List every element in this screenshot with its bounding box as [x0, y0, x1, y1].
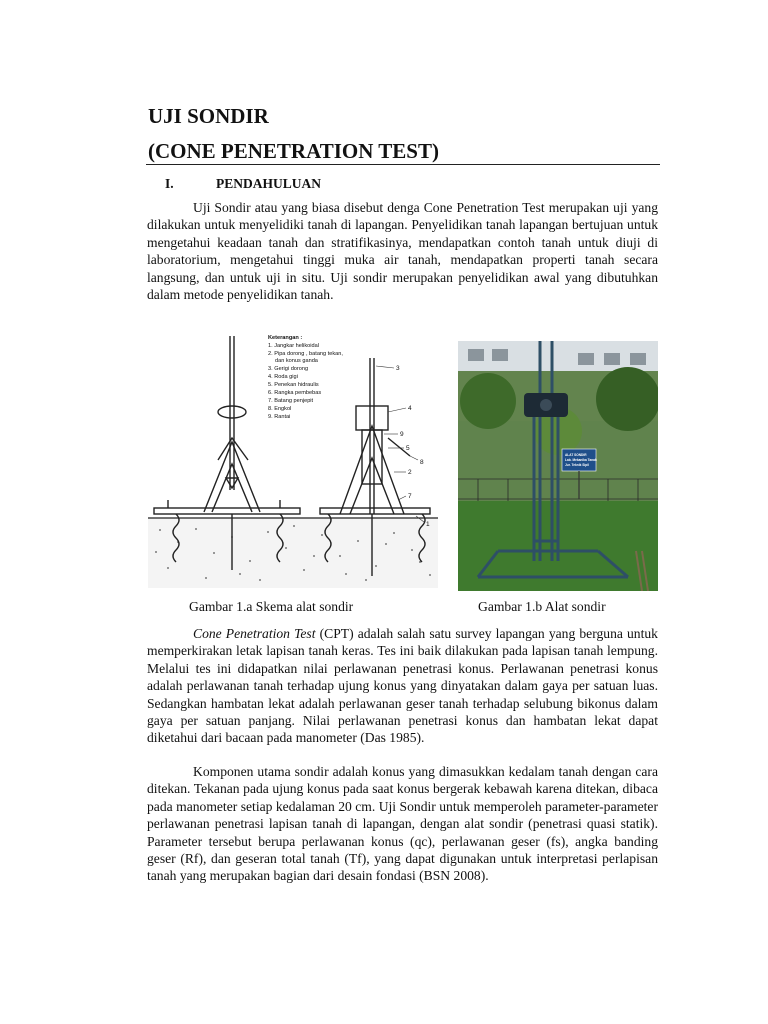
- callout-number: 8: [420, 459, 424, 466]
- legend-item: 2. Pipa dorong , batang tekan,: [268, 351, 343, 357]
- cpt-paragraph-text: (CPT) adalah salah satu survey lapangan yang berguna untuk memperkirakan letak lapisan tanah keras. Tes ini baik dilakukan pada lapisan tanah lempung. Melalui tes ini didapatkan nilai perlawanan penetrasi konus. Perlawanan penetrasi konus adalah perlawanan tanah terhadap ujung konus yang dinyatakan dalam gaya per satuan luas. Sedangkan hambatan lekat adalah perlawanan geser tanah terhadap selubung bikonus dalam gaya per satuan panjang. Nilai perlawanan penetrasi konus dan hambatan lekat dapat diketahui dari bacaan pada manometer (Das 1985).: [147, 626, 658, 746]
- legend-title: Keterangan :: [268, 335, 303, 341]
- paragraph-cpt: [147, 625, 658, 747]
- legend-item: 9. Rantai: [268, 414, 291, 420]
- legend-item: 5. Penekan hidraulis: [268, 382, 319, 388]
- legend-item: 8. Engkol: [268, 406, 292, 412]
- legend-item: 4. Roda gigi: [268, 374, 298, 380]
- figure-caption-b: Gambar 1.b Alat sondir: [478, 599, 606, 614]
- sign-line: ALAT SONDIR: [565, 453, 587, 457]
- section-number: I.: [165, 176, 174, 191]
- callout-number: 5: [406, 445, 410, 452]
- sondir-schematic-figure: [148, 330, 438, 590]
- section-heading: PENDAHULUAN: [216, 176, 322, 191]
- paragraph-components: Komponen utama sondir adalah konus yang dimasukkan kedalam tanah dengan cara ditekan. Tekanan pada ujung konus pada saat konus bergerak kebawah karena ditekan, dibaca pada manometer setiap kedalaman 20 cm. Uji Sondir untuk memperoleh parameter-parameter perlawanan penetrasi lapisan tanah di lapangan, dengan alat sondir (penetrasi quasi statik). Parameter tersebut berupa perlawanan konus (qc), perlawanan geser (fs), angka banding geser (Rf), dan geseran total tanah (Tf), yang dapat digunakan untuk interpretasi perlapisan tanah yang merupakan bagian dari desain fondasi (BSN 2008).: [147, 764, 658, 884]
- callout-number: 1: [426, 521, 430, 528]
- title-rule: [146, 164, 660, 165]
- callout-leaders: [376, 366, 424, 522]
- tree-left: [460, 373, 516, 429]
- legend-item: dan konus ganda: [275, 358, 318, 364]
- document-title: UJI SONDIR: [148, 104, 269, 128]
- legend-item: 7. Batang penjepit: [268, 398, 314, 404]
- photo-gauge: [540, 399, 552, 411]
- sign-line: Lab. Mekanika Tanah: [565, 458, 597, 462]
- callout-number: 7: [408, 493, 412, 500]
- legend-item: 1. Jangkar helikoidal: [268, 343, 319, 349]
- tree-right: [596, 367, 658, 431]
- soil-layer: [148, 518, 438, 588]
- legend-item: 6. Rangka pembebas: [268, 390, 322, 396]
- callout-number: 4: [408, 405, 412, 412]
- sign-line: Jur. Teknik Sipil: [565, 463, 590, 467]
- callout-number: 9: [400, 431, 404, 438]
- callout-number: 3: [396, 365, 400, 372]
- legend-item: 3. Gerigi dorong: [268, 366, 309, 372]
- figure-caption-a: Gambar 1.a Skema alat sondir: [189, 599, 354, 614]
- paragraph-intro: Uji Sondir atau yang biasa disebut denga Cone Penetration Test merupakan uji yang dilakukan untuk menyelidiki tanah di lapangan. Penyelidikan tanah lapangan bertujuan untuk mengetahui keadaan tanah dan stratifikasinya, mendapatkan contoh tanah untuk diuji di laboratorium, mengetahui tinggi muka air tanah, mendapatkan properti tanah secara langsung, dan untuk uji in situ. Uji sondir merupakan penyelidikan awal yang dibutuhkan dalam metode penyelidikan tanah.: [147, 200, 658, 303]
- sondir-photo-figure: [458, 341, 658, 591]
- callout-number: 2: [408, 469, 412, 476]
- cpt-italic-term: Cone Penetration Test: [193, 626, 316, 641]
- document-subtitle: (CONE PENETRATION TEST): [148, 139, 439, 163]
